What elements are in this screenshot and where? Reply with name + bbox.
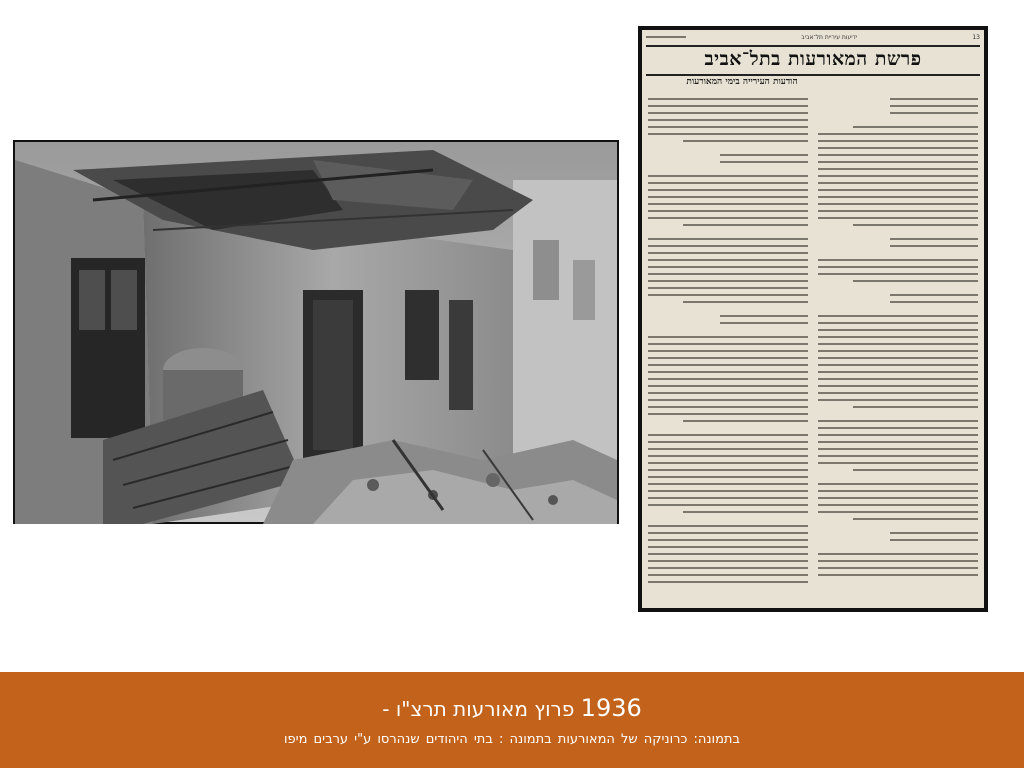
clipping-headline: פרשת המאורעות בתל־אביב (704, 48, 922, 70)
clipping-page-number: 13 (972, 33, 980, 41)
clipping-rule-top (646, 45, 980, 47)
clipping-date (646, 36, 686, 38)
clipping-header (646, 30, 980, 44)
clipping-column-left (648, 90, 808, 588)
newspaper-page (642, 30, 984, 608)
clipping-publication: ידיעות עיריית תל־אביב (801, 33, 858, 41)
clipping-column-right (818, 90, 978, 581)
footer-banner (0, 672, 1024, 768)
slide-caption: בתמונה: כרוניקה של המאורעות בתמונה : בתי היהודים שנהרסו ע"י ערבים מיפו (284, 732, 740, 747)
photo-destroyed-houses (13, 140, 619, 524)
slide-title-year: 1936 (580, 694, 642, 722)
photo-image (13, 140, 619, 524)
slide-title (0, 694, 1024, 722)
slide-title-text: פרוץ מאורעות תרצ"ו - (382, 697, 575, 721)
clipping-subheadline: הודעות העירייה בימי המאורעות (686, 77, 798, 87)
newspaper-clipping (638, 26, 988, 612)
